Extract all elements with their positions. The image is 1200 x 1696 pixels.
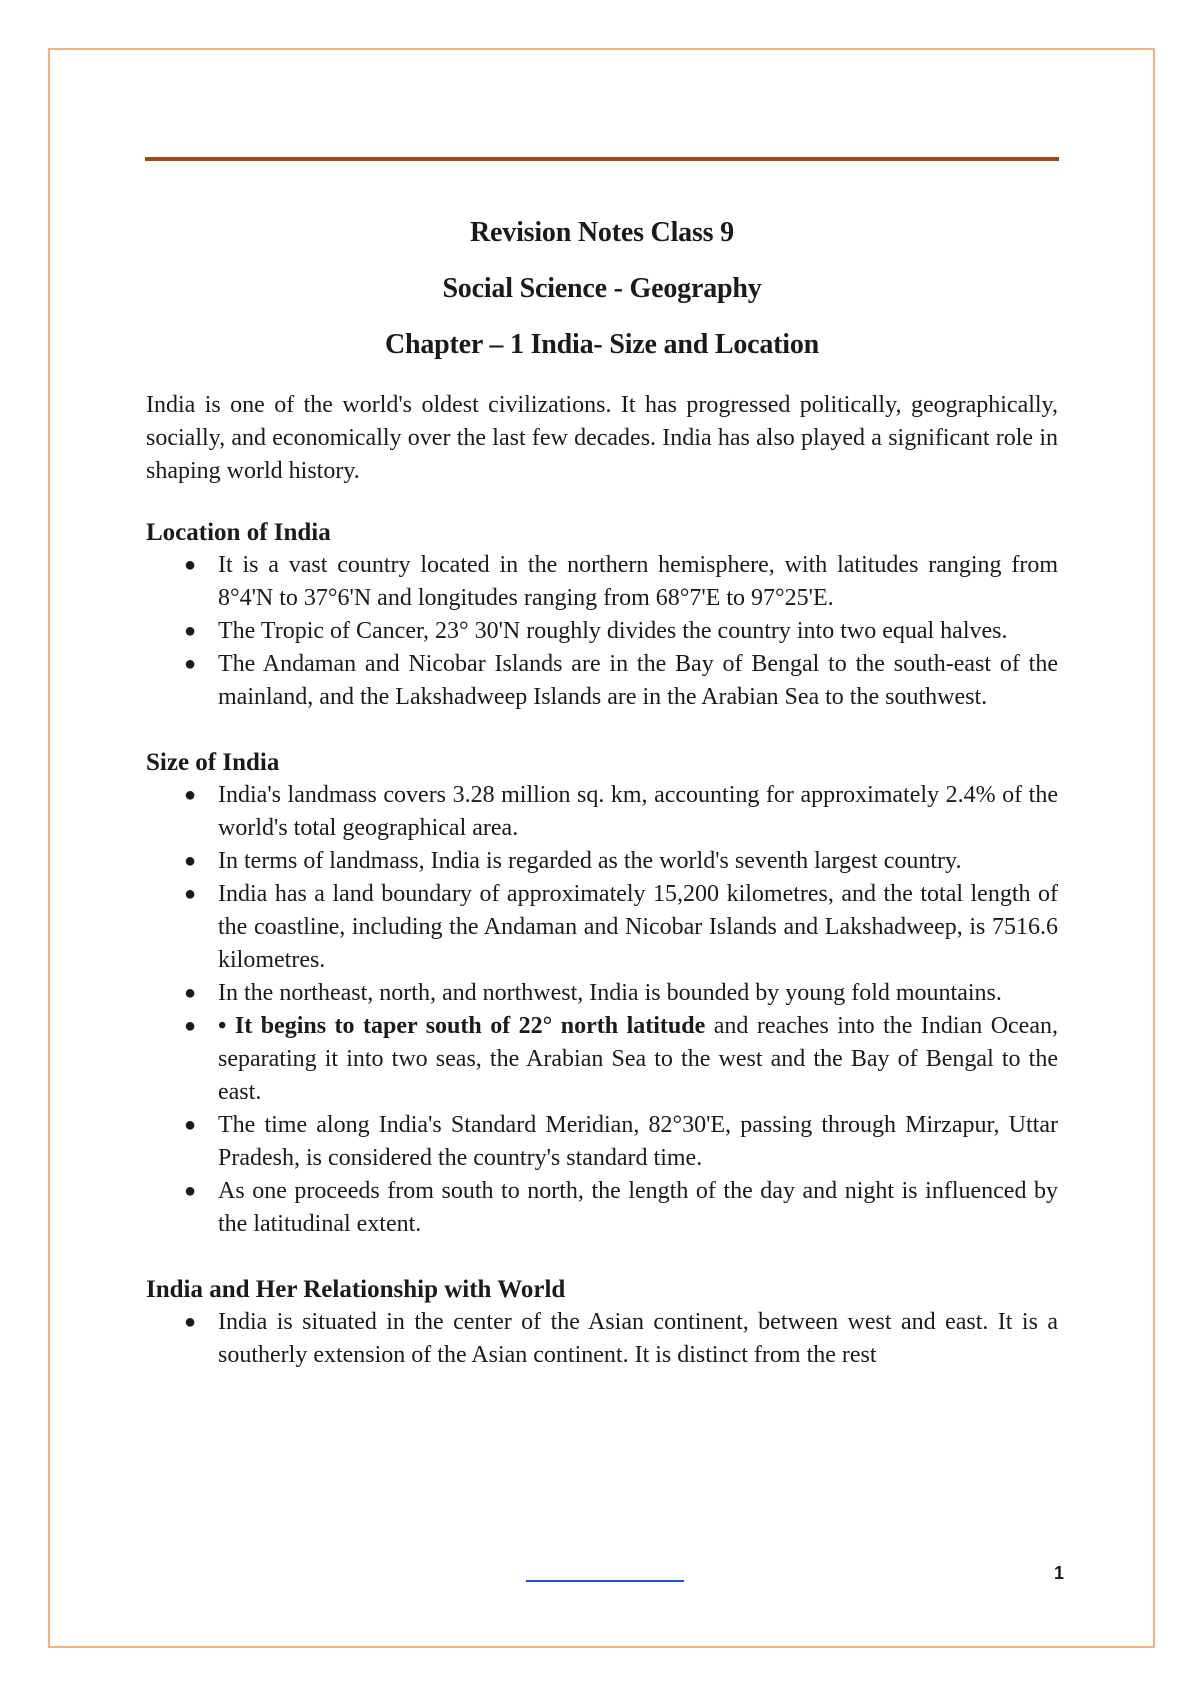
bullet-icon: ● — [184, 554, 197, 576]
bullet-icon: ● — [184, 784, 197, 806]
list-item-text: and reaches into the Indian Ocean, separating it into two seas, the Arabian Sea to the west and the Bay of Bengal to the east. — [218, 1013, 1058, 1105]
list-item-text: As one proceeds from south to north, the length of the day and night is influenced by the latitudinal extent. — [218, 1178, 1058, 1237]
list-item — [146, 1175, 1058, 1241]
bullet-icon: ● — [184, 850, 197, 872]
list-item — [146, 648, 1058, 714]
header-rule — [145, 157, 1059, 161]
bullet-icon: ● — [184, 1180, 197, 1202]
bullet-icon: ● — [184, 1311, 197, 1333]
subject-title: Social Science - Geography — [442, 273, 762, 304]
list-item — [146, 845, 1058, 878]
bullet-icon: ● — [184, 653, 197, 675]
bullet-icon: ● — [184, 883, 197, 905]
list-item-bold-lead: • It begins to taper south of 22° north latitude — [218, 1013, 706, 1039]
list-item-text: India is situated in the center of the Asian continent, between west and east. It is a southerly extension of the Asian continent. It is distinct from the rest — [218, 1309, 1058, 1368]
list-item — [146, 977, 1058, 1010]
section-heading-world: India and Her Relationship with World — [146, 1276, 566, 1303]
bullet-icon: ● — [184, 620, 197, 642]
list-item — [146, 1109, 1058, 1175]
chapter-title: Chapter – 1 India- Size and Location — [384, 329, 820, 360]
list-item-text: In the northeast, north, and northwest, India is bounded by young fold mountains. — [218, 980, 1002, 1006]
page-number: 1 — [1054, 1563, 1065, 1583]
list-item — [146, 615, 1058, 648]
section-heading-size: Size of India — [146, 749, 280, 776]
list-item-text: India has a land boundary of approximately 15,200 kilometres, and the total length of the coastline, including the Andaman and Nicobar Islands and Lakshadweep, is 7516.6 kilometres. — [218, 881, 1058, 973]
section-heading-location: Location of India — [146, 519, 331, 546]
list-item-text: In terms of landmass, India is regarded as the world's seventh largest country. — [218, 848, 962, 874]
title-block — [146, 205, 1058, 373]
list-item-text: The Andaman and Nicobar Islands are in the Bay of Bengal to the south-east of the mainland, and the Lakshadweep Islands are in the Arabian Sea to the southwest. — [218, 651, 1058, 710]
list-item-text: India's landmass covers 3.28 million sq. km, accounting for approximately 2.4% of the world's total geographical area. — [218, 782, 1058, 841]
size-list — [146, 779, 1058, 1241]
location-list — [146, 549, 1058, 714]
list-item — [146, 549, 1058, 615]
bullet-icon: ● — [184, 1015, 197, 1037]
list-item-text: The Tropic of Cancer, 23° 30'N roughly divides the country into two equal halves. — [218, 618, 1008, 644]
world-list — [146, 1306, 1058, 1372]
document-title: Revision Notes Class 9 — [470, 217, 734, 248]
list-item — [146, 779, 1058, 845]
document-content — [146, 205, 1058, 1372]
footer-link-underline[interactable] — [526, 1580, 684, 1582]
bullet-icon: ● — [184, 1114, 197, 1136]
intro-paragraph: India is one of the world's oldest civilizations. It has progressed politically, geographically, socially, and economically over the last few decades. India has also played a significant role in shaping world history. — [146, 392, 1058, 484]
list-item — [146, 1306, 1058, 1372]
list-item — [146, 878, 1058, 977]
list-item — [146, 1010, 1058, 1109]
bullet-icon: ● — [184, 982, 197, 1004]
list-item-text: It is a vast country located in the northern hemisphere, with latitudes ranging from 8°4'N to 37°6'N and longitudes ranging from 68°7'E to 97°25'E. — [218, 552, 1058, 611]
list-item-text: The time along India's Standard Meridian, 82°30'E, passing through Mirzapur, Uttar Pradesh, is considered the country's standard time. — [218, 1112, 1058, 1171]
